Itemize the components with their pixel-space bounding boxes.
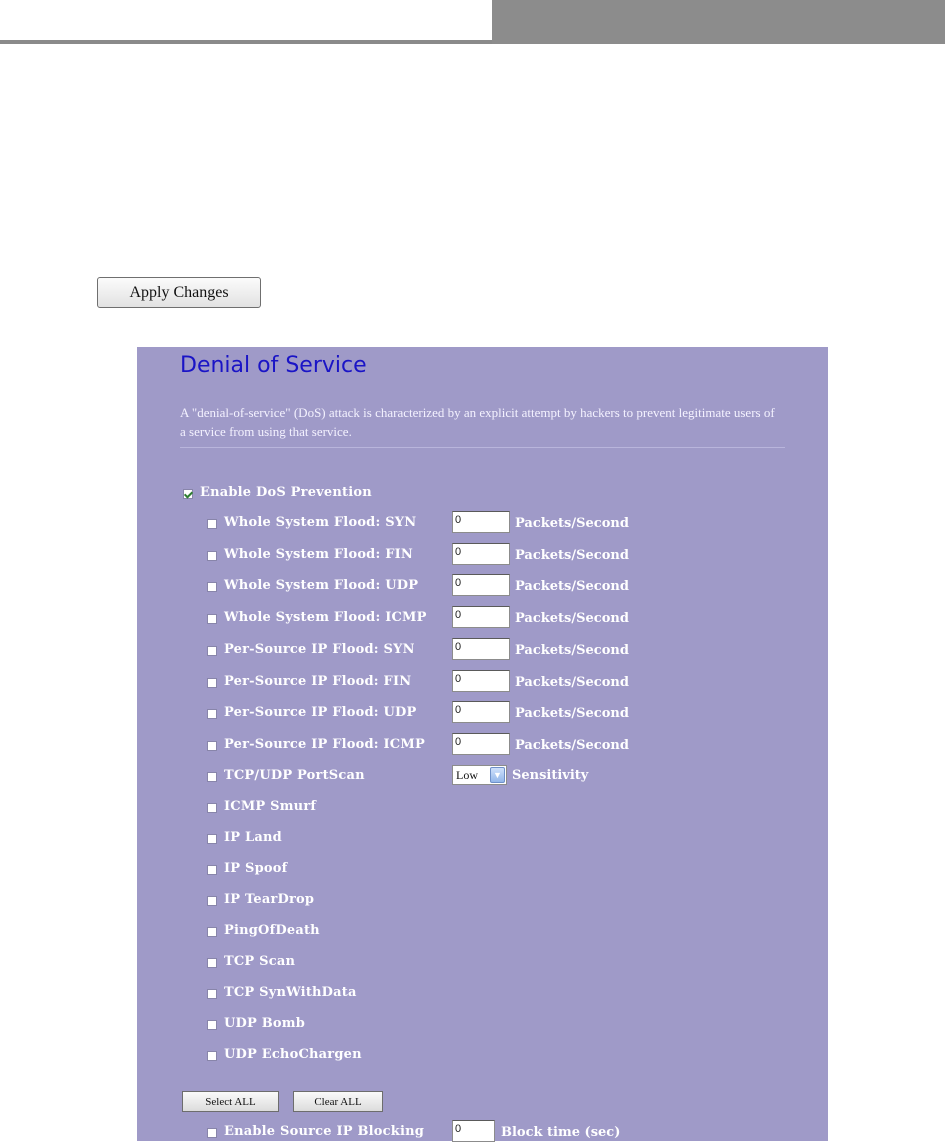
page-title: Denial of Service [180,353,367,378]
header-divider [0,40,492,44]
flood-value-input[interactable]: 0 [452,638,510,660]
flood-checkbox[interactable] [207,582,217,592]
flood-unit: Packets/Second [515,643,629,658]
apply-changes-button[interactable]: Apply Changes [97,277,261,308]
protection-label: UDP EchoChargen [224,1047,362,1062]
flood-value-input[interactable]: 0 [452,574,510,596]
flood-checkbox[interactable] [207,551,217,561]
select-all-button[interactable]: Select ALL [182,1091,279,1112]
flood-label: Whole System Flood: UDP [224,578,419,593]
protection-checkbox[interactable] [207,896,217,906]
flood-unit: Packets/Second [515,579,629,594]
protection-label: TCP Scan [224,954,296,969]
flood-label: Whole System Flood: SYN [224,515,417,530]
flood-label: Whole System Flood: FIN [224,547,413,562]
protection-label: IP TearDrop [224,892,315,907]
flood-unit: Packets/Second [515,516,629,531]
flood-checkbox[interactable] [207,519,217,529]
flood-label: Whole System Flood: ICMP [224,610,427,625]
protection-label: IP Land [224,830,282,845]
flood-checkbox[interactable] [207,614,217,624]
source-ip-blocking-label: Enable Source IP Blocking [224,1124,425,1139]
flood-checkbox[interactable] [207,646,217,656]
protection-label: TCP SynWithData [224,985,357,1000]
flood-value-input[interactable]: 0 [452,733,510,755]
flood-label: Per-Source IP Flood: UDP [224,705,417,720]
flood-value-input[interactable]: 0 [452,511,510,533]
flood-value-input[interactable]: 0 [452,670,510,692]
header-bar [492,0,945,44]
flood-unit: Packets/Second [515,611,629,626]
flood-unit: Packets/Second [515,706,629,721]
dos-panel [137,347,828,1141]
protection-checkbox[interactable] [207,1020,217,1030]
block-time-input[interactable]: 0 [452,1120,495,1142]
flood-checkbox[interactable] [207,678,217,688]
divider [180,447,785,448]
chevron-down-icon[interactable]: ▼ [490,767,505,783]
enable-dos-checkbox[interactable] [183,489,193,499]
sensitivity-label: Sensitivity [512,768,589,783]
flood-value-input[interactable]: 0 [452,543,510,565]
portscan-checkbox[interactable] [207,772,217,782]
flood-label: Per-Source IP Flood: ICMP [224,737,425,752]
page-description: A "denial-of-service" (DoS) attack is characterized by an explicit attempt by hackers to prevent legitimate users of a service from using that service. [180,405,775,439]
enable-dos-label: Enable DoS Prevention [200,485,372,500]
clear-all-button[interactable]: Clear ALL [293,1091,383,1112]
sensitivity-value: Low [456,768,478,782]
protection-checkbox[interactable] [207,834,217,844]
flood-value-input[interactable]: 0 [452,606,510,628]
block-time-label: Block time (sec) [501,1125,621,1140]
protection-checkbox[interactable] [207,1051,217,1061]
source-ip-blocking-checkbox[interactable] [207,1128,217,1138]
protection-checkbox[interactable] [207,958,217,968]
portscan-label: TCP/UDP PortScan [224,768,365,783]
protection-label: ICMP Smurf [224,799,317,814]
protection-checkbox[interactable] [207,803,217,813]
protection-checkbox[interactable] [207,927,217,937]
sensitivity-select[interactable] [452,765,507,785]
flood-label: Per-Source IP Flood: SYN [224,642,415,657]
flood-value-input[interactable]: 0 [452,701,510,723]
flood-unit: Packets/Second [515,548,629,563]
protection-label: IP Spoof [224,861,288,876]
protection-label: UDP Bomb [224,1016,306,1031]
flood-unit: Packets/Second [515,738,629,753]
protection-label: PingOfDeath [224,923,320,938]
flood-unit: Packets/Second [515,675,629,690]
flood-checkbox[interactable] [207,709,217,719]
protection-checkbox[interactable] [207,989,217,999]
flood-checkbox[interactable] [207,741,217,751]
flood-label: Per-Source IP Flood: FIN [224,674,412,689]
protection-checkbox[interactable] [207,865,217,875]
